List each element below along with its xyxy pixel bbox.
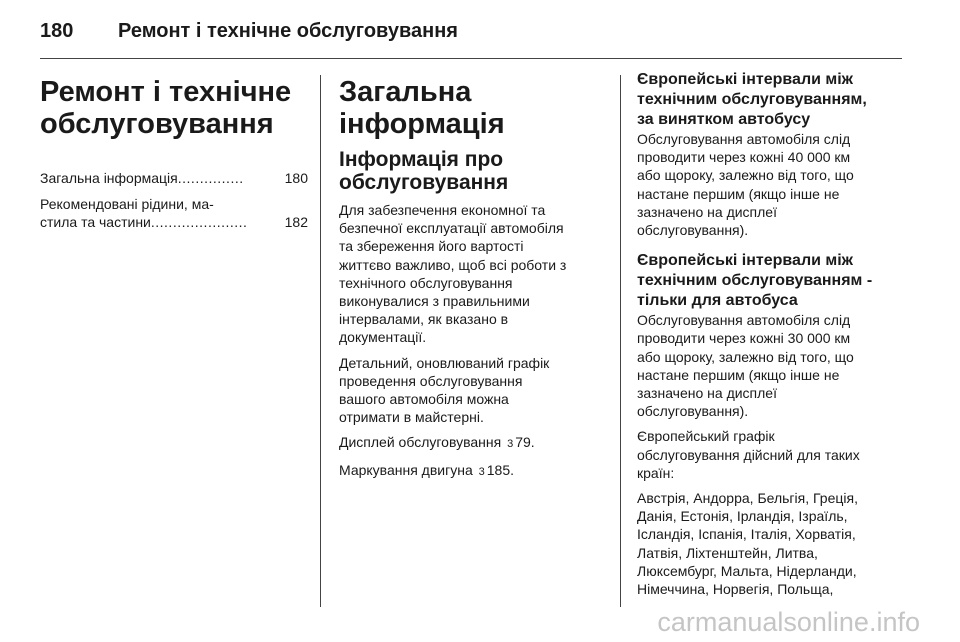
toc-leader: ............... [177,170,244,186]
toc-label: Загальна інформація [40,170,178,186]
schedule-validity-paragraph: Європейський графік обслуговування дійсний для таких країн: [637,428,860,481]
column-divider-1 [320,75,321,607]
intervals-body-bus: Обслуговування автомобіля слід проводити через кожні 30 000 км або щороку, залежно від того, що настане першим (якщо інше не зазначено на дисплеї обслуговування). [637,312,854,420]
toc-leader: ...................... [150,214,248,231]
column-intervals [637,70,902,605]
toc-item-fluids[interactable] [40,195,308,231]
page-reference-icon: 3 [507,438,514,451]
site-watermark: carmanualsonline.info [657,607,920,637]
toc-page: 182 [284,214,308,231]
reference-service-display[interactable]: Дисплей обслуговування 3 79. [339,433,605,453]
running-title: Ремонт і технічне обслуговування [118,20,458,42]
page-reference-icon: 3 [478,465,485,478]
reference-page: 79. [515,434,535,451]
intervals-heading-except-bus: Європейські інтервали між технічним обслуговуванням, за винятком автобусу [637,71,867,128]
page-number: 180 [40,20,74,42]
reference-engine-marking[interactable]: Маркування двигуна 3 185. [339,461,605,481]
intervals-body-except-bus: Обслуговування автомобіля слід проводити через кожні 40 000 км або щороку, залежно від того, що настане першим (якщо інше не зазначено на дисплеї обслуговування). [637,131,854,239]
countries-list: Австрія, Андорра, Бельгія, Греція, Данія, Естонія, Ірландія, Ізраїль, Ісландія, Іспанія, Італія, Хорватія, Латвія, Ліхтенштейн, Литва, Люксембург, Мальта, Нідерланди, Німеччина, Норвегія, Польща, [637,490,858,598]
toc-item-general-info[interactable] [40,169,308,187]
reference-page: 185. [486,461,514,478]
header-divider [40,58,902,59]
intro-paragraph: Для забезпечення економної та безпечної експлуатації автомобіля та збереження його вартості життєво важливо, щоб всі роботи з технічного обслуговування виконувалися з правильними інтервалами, як вказано в документації. [339,202,567,346]
toc-label-cont: стила та частини [40,214,151,231]
subsection-title: Інформація про обслуговування [339,148,509,194]
column-chapter [40,70,308,240]
toc-label: Рекомендовані рідини, ма- [40,196,214,213]
intervals-heading-bus: Європейські інтервали між технічним обслуговуванням - тільки для автобуса [637,252,873,310]
page-header [40,10,902,52]
column-general-info [339,70,605,488]
toc-page: 180 [284,170,308,186]
schedule-paragraph: Детальний, оновлюваний графік проведення обслуговування вашого автомобіля можна отримати в майстерні. [339,354,550,426]
section-title: Загальна інформація [339,76,505,140]
chapter-title: Ремонт і технічне обслуговування [40,76,292,140]
column-divider-2 [620,75,621,607]
